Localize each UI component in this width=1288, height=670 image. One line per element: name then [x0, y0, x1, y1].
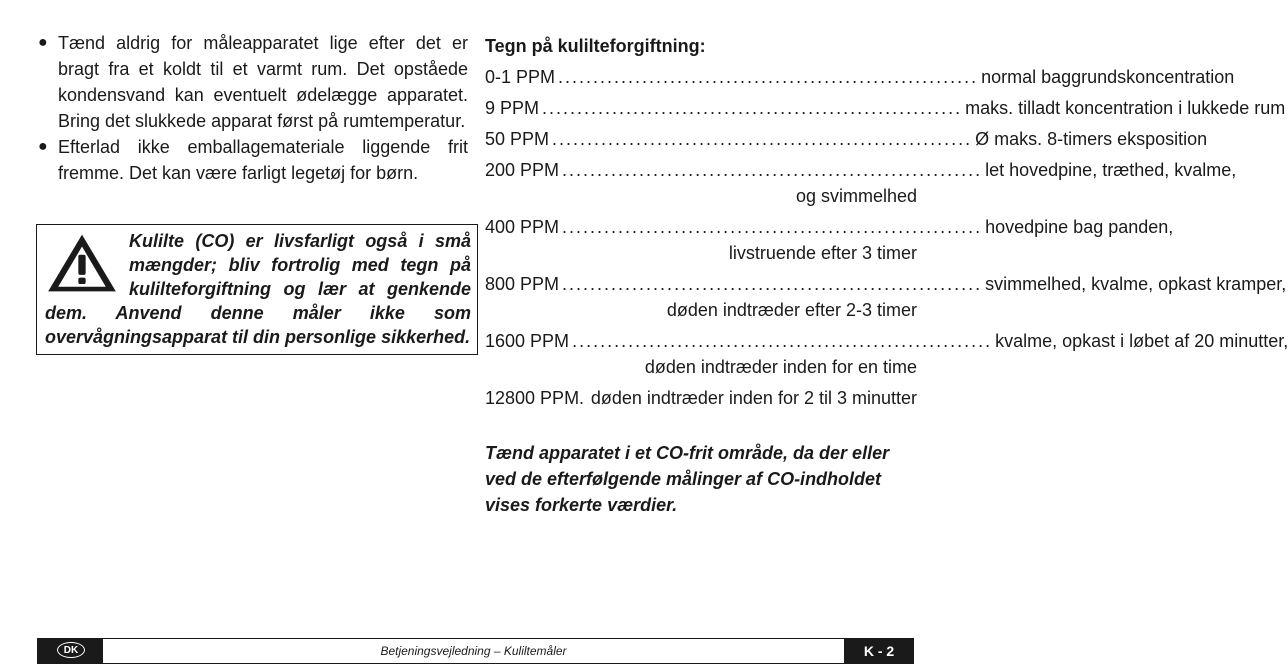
- ppm-description: kvalme, opkast i løbet af 20 minutter,: [995, 331, 1288, 351]
- bullet-item: [36, 30, 468, 134]
- language-cell: [37, 639, 103, 663]
- bullet-list: [36, 30, 468, 186]
- warning-text: Kulilte (CO) er livsfarligt også i små mængder; bliv fortrolig med tegn på kulilteforgiftning og lær at genkende dem. Anvend denne måler ikke som overvågningsapparat til din personlige sikkerhed.: [45, 231, 471, 347]
- ppm-description: maks. tilladt koncentration i lukkede rum: [965, 98, 1286, 118]
- ppm-row: [485, 328, 1288, 380]
- co-free-note: Tænd apparatet i et CO-frit område, da der eller ved de efterfølgende målinger af CO-indholdet vises forkerte værdier.: [485, 443, 890, 515]
- leader-dots: [587, 385, 588, 411]
- footer-title: Betjeningsvejledning – Kuliltemåler: [380, 644, 567, 658]
- ppm-line: [485, 214, 1174, 240]
- ppm-level: 200 PPM: [485, 160, 560, 180]
- section-title: Tegn på kulilteforgiftning:: [485, 36, 706, 56]
- ppm-level: 800 PPM: [485, 274, 560, 294]
- leader-dots: ............................................................: [572, 331, 993, 351]
- ppm-description: let hovedpine, træthed, kvalme,: [985, 160, 1237, 180]
- footer: [37, 638, 914, 664]
- ppm-description-cont: døden indtræder efter 2-3 timer: [666, 300, 917, 320]
- leader-dots: ............................................................: [562, 160, 983, 180]
- warning-box: [36, 224, 478, 355]
- leader-dots: ............................................................: [562, 274, 983, 294]
- ppm-level: 0-1 PPM: [485, 67, 556, 87]
- ppm-line: [485, 385, 917, 411]
- left-column: [36, 30, 468, 186]
- ppm-description: svimmelhed, kvalme, opkast kramper,: [985, 274, 1287, 294]
- leader-dots: ............................................................: [558, 67, 979, 87]
- ppm-line: [485, 126, 1208, 152]
- ppm-description: Ø maks. 8-timers eksposition: [975, 129, 1208, 149]
- bullet-text: Tænd aldrig for måleapparatet lige efter det er bragt fra et koldt til et varmt rum. Det opståede kondensvand kan eventuelt ødelægge apparatet. Bring det slukkede apparat først på rumtemperatur.: [58, 33, 468, 131]
- ppm-level: 12800 PPM.: [485, 388, 585, 408]
- right-column: [485, 30, 1288, 416]
- ppm-row: [485, 271, 1287, 323]
- leader-dots: ............................................................: [562, 217, 983, 237]
- warning-triangle-icon: [45, 231, 119, 295]
- ppm-description-cont: livstruende efter 3 timer: [728, 243, 917, 263]
- ppm-row: [485, 64, 1235, 90]
- ppm-description-cont: døden indtræder inden for en time: [644, 357, 917, 377]
- ppm-line: [485, 64, 1235, 90]
- ppm-row: [485, 126, 1208, 152]
- ppm-level: 1600 PPM: [485, 331, 570, 351]
- ppm-description: normal baggrundskoncentration: [981, 67, 1235, 87]
- ppm-row: [485, 214, 1174, 266]
- leader-dots: ............................................................: [542, 98, 963, 118]
- ppm-row: [485, 95, 1286, 121]
- ppm-level: 400 PPM: [485, 217, 560, 237]
- bullet-icon: ●: [38, 34, 48, 51]
- page-number: K - 2: [844, 639, 914, 663]
- ppm-description: hovedpine bag panden,: [985, 217, 1174, 237]
- ppm-line: [485, 328, 1288, 354]
- leader-dots: ............................................................: [552, 129, 973, 149]
- ppm-description: døden indtræder inden for 2 til 3 minutter: [590, 388, 917, 408]
- bullet-item: [36, 134, 468, 186]
- bullet-text: Efterlad ikke emballagemateriale liggende frit fremme. Det kan være farligt legetøj for børn.: [58, 137, 468, 183]
- ppm-level: 9 PPM: [485, 98, 540, 118]
- ppm-row: [485, 157, 1237, 209]
- ppm-row: [485, 385, 917, 411]
- language-badge: DK: [57, 642, 85, 658]
- ppm-line: [485, 95, 1286, 121]
- ppm-level: 50 PPM: [485, 129, 550, 149]
- ppm-list: [485, 64, 1288, 411]
- ppm-line: [485, 271, 1287, 297]
- bullet-icon: ●: [38, 138, 48, 155]
- ppm-description-cont: og svimmelhed: [795, 186, 917, 206]
- ppm-line: [485, 157, 1237, 183]
